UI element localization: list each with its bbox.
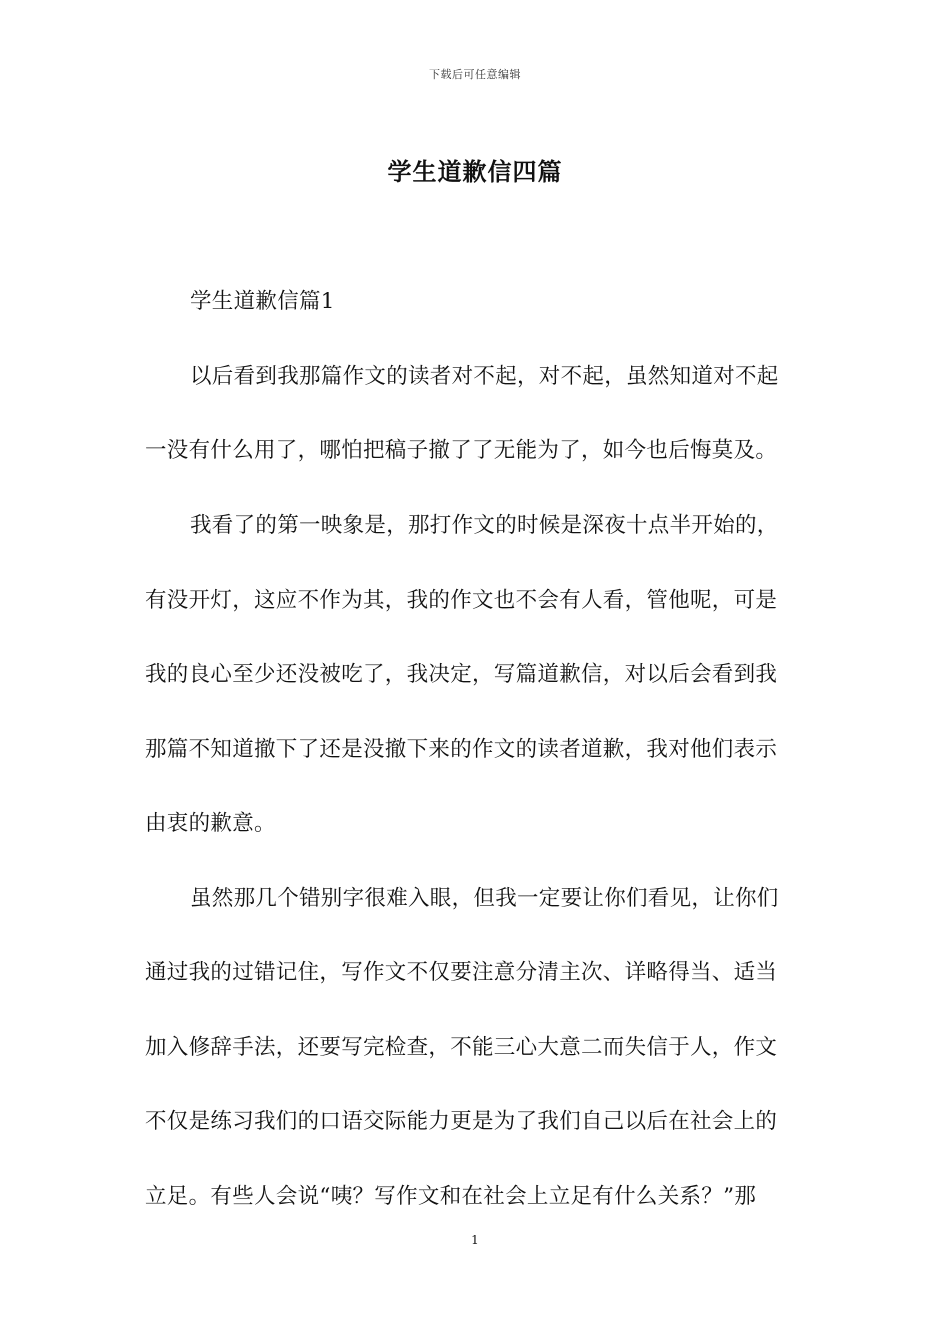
page-number: 1 <box>471 1233 479 1247</box>
paragraph-line: 加入修辞手法，还要写完检查，不能三心大意二而失信于人，作文 <box>145 1035 778 1060</box>
paragraph-line: 有没开灯，这应不作为其，我的作文也不会有人看，管他呢，可是 <box>145 588 778 613</box>
paragraph-line: 通过我的过错记住，写作文不仅要注意分清主次、详略得当、适当 <box>145 960 778 985</box>
paragraph-line: 虽然那几个错别字很难入眼，但我一定要让你们看见，让你们 <box>190 886 779 911</box>
paragraph-line: 那篇不知道撤下了还是没撤下来的作文的读者道歉，我对他们表示 <box>145 737 778 762</box>
paragraph-line: 立足。有些人会说“咦？写作文和在社会上立足有什么关系？”那 <box>145 1184 757 1209</box>
paragraph-line: 我看了的第一映象是，那打作文的时候是深夜十点半开始的， <box>190 513 779 538</box>
paragraph-line: 我的良心至少还没被吃了，我决定，写篇道歉信，对以后会看到我 <box>145 662 778 687</box>
paragraph-line: 由衷的歉意。 <box>145 811 276 836</box>
paragraph-line: 不仅是练习我们的口语交际能力更是为了我们自己以后在社会上的 <box>145 1109 778 1134</box>
header-note: 下载后可任意编辑 <box>429 68 521 81</box>
paragraph-line: 一没有什么用了，哪怕把稿子撤了了无能为了，如今也后悔莫及。 <box>145 438 778 463</box>
paragraph-line: 以后看到我那篇作文的读者对不起，对不起，虽然知道对不起 <box>190 364 779 389</box>
section-heading: 学生道歉信篇1 <box>190 289 335 314</box>
document-title: 学生道歉信四篇 <box>387 157 563 186</box>
